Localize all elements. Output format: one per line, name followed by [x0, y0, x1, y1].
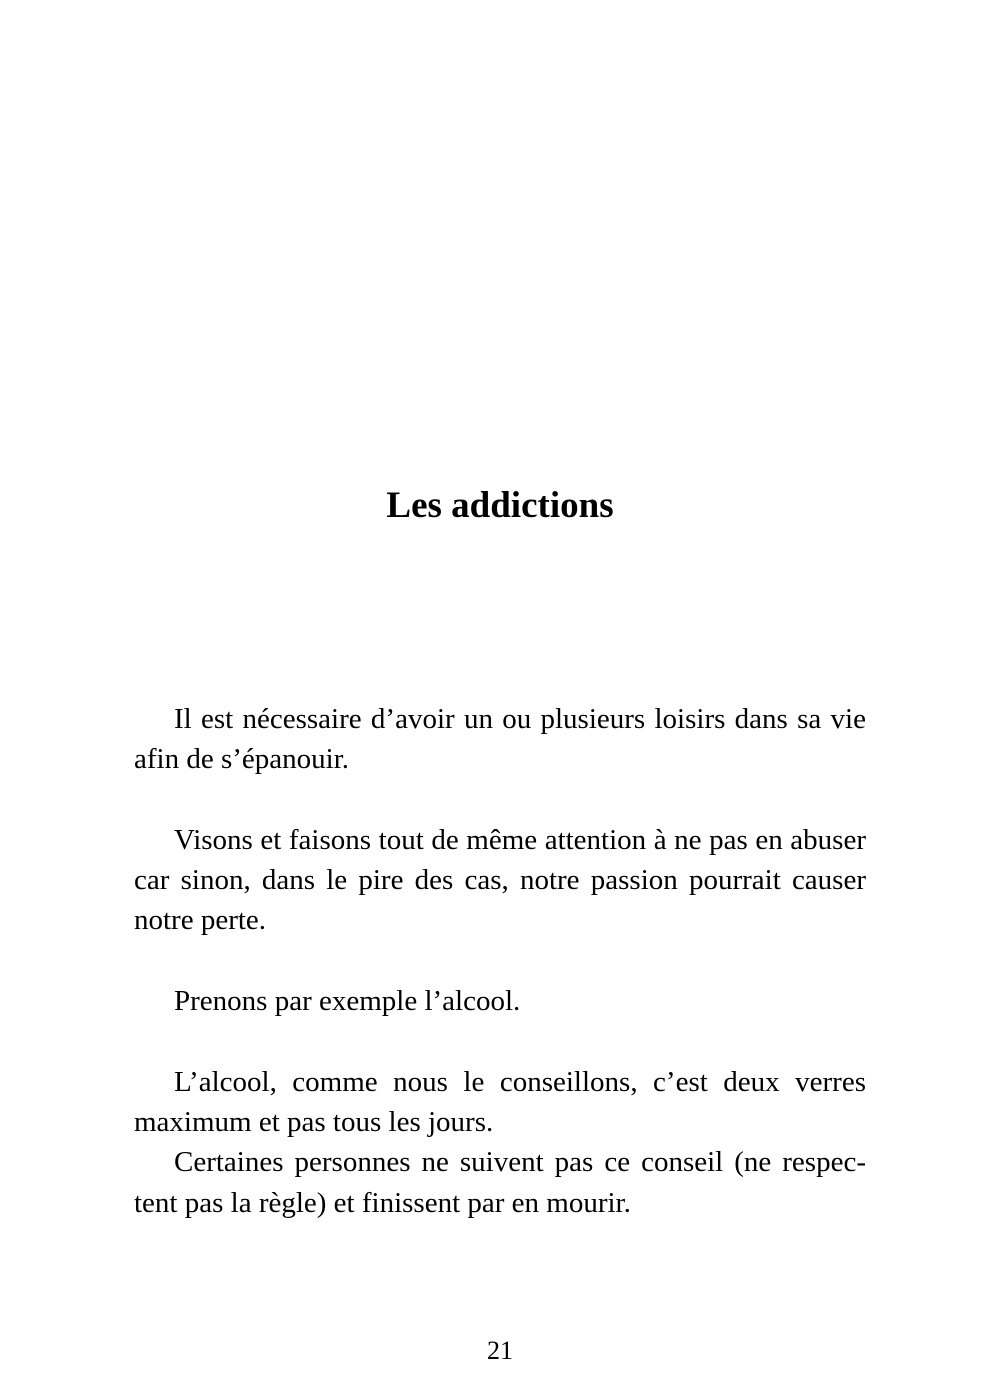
paragraph-2: Visons et faisons tout de même attention à ne pas en abuser car sinon, dans le pire des cas, notre passion pourrait causer notre perte.: [134, 823, 866, 937]
chapter-title: Les addictions: [386, 485, 614, 526]
paragraph-3: Prenons par exemple l’alcool.: [174, 985, 521, 1018]
body-text: [134, 699, 866, 1223]
paragraph-1: Il est nécessaire d’avoir un ou plusieurs loisirs dans sa vie afin de s’épanouir.: [134, 703, 866, 776]
page-number: 21: [487, 1336, 513, 1365]
paragraph-5: Certaines personnes ne suivent pas ce conseil (ne respectent pas la règle) et finissent par en mourir.: [134, 1146, 866, 1219]
paragraph-4: L’alcool, comme nous le conseillons, c’est deux verres maximum et pas tous les jours.: [134, 1065, 866, 1138]
